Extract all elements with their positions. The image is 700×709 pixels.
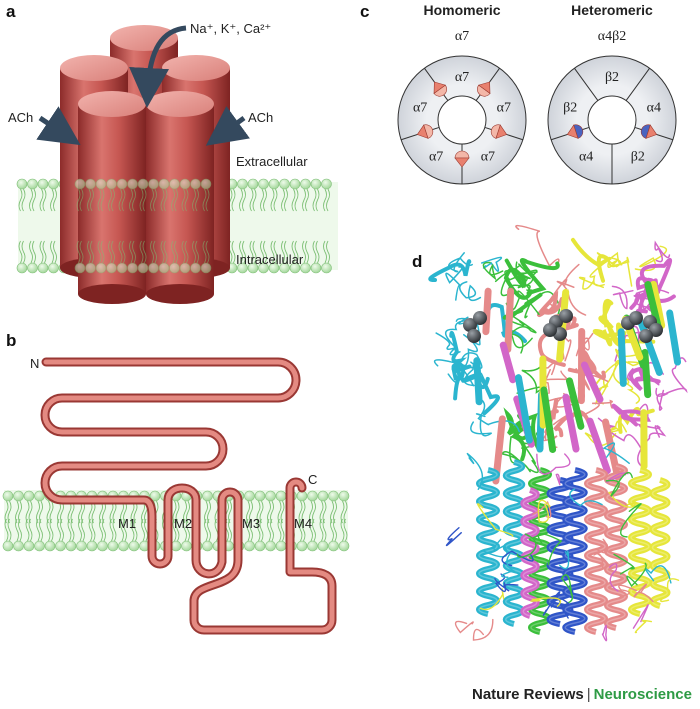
homomeric-title: Homomeric <box>423 2 501 18</box>
lipid-head <box>128 263 138 273</box>
lipid-head <box>96 263 106 273</box>
ligand-atom <box>543 323 557 337</box>
panel-letter-d: d <box>412 252 423 271</box>
heteromeric-disc <box>548 56 676 184</box>
lipid-head <box>238 179 248 189</box>
lipid-head <box>38 263 48 273</box>
subunit-label: α7 <box>496 100 512 116</box>
lipid-head <box>311 179 321 189</box>
lipid-head <box>3 541 13 551</box>
beta-strand <box>486 291 488 332</box>
lipid-head <box>318 491 328 501</box>
lipid-head <box>75 179 85 189</box>
ligand-atom <box>473 311 487 325</box>
lipid-head <box>87 541 97 551</box>
lipid-head <box>201 263 211 273</box>
segment-m4-label: M4 <box>294 516 313 531</box>
ions-label: Na⁺, K⁺, Ca²⁺ <box>190 21 272 36</box>
intracellular-label: Intracellular <box>236 252 304 267</box>
ribbon-strand <box>603 625 607 640</box>
lipid-head <box>322 179 332 189</box>
lipid-head <box>75 263 85 273</box>
ligand-atom <box>467 329 481 343</box>
subunit-label: α7 <box>454 70 470 85</box>
panel-a <box>6 2 338 304</box>
ribbon-strand <box>483 263 502 279</box>
lipid-head <box>107 263 117 273</box>
journal-credit <box>472 686 692 703</box>
lipid-head <box>38 179 48 189</box>
ribbon-strand <box>556 474 560 484</box>
credit-separator: | <box>586 686 591 703</box>
lipid-head <box>280 179 290 189</box>
lipid-head <box>170 179 180 189</box>
panel-d <box>412 226 686 641</box>
lipid-head <box>180 263 190 273</box>
lipid-head <box>3 491 13 501</box>
disc-pore <box>588 96 636 144</box>
subunit-label: α7 <box>412 100 428 116</box>
ribbon-strand <box>456 621 474 632</box>
lipid-head <box>77 541 87 551</box>
lipid-head <box>329 491 339 501</box>
heteromeric-title: Heteromeric <box>571 2 653 18</box>
lipid-head <box>201 179 211 189</box>
lipid-head <box>191 179 201 189</box>
lipid-head <box>24 541 34 551</box>
segment-m3-label: M3 <box>242 516 261 531</box>
lipid-head <box>339 541 349 551</box>
receptor-ribbon-structure <box>430 226 686 641</box>
lipid-head <box>28 179 38 189</box>
lipid-head <box>203 541 213 551</box>
lipid-head <box>117 263 127 273</box>
subunit-label: α4 <box>646 100 662 116</box>
ligand-atom <box>629 311 643 325</box>
lipid-head <box>322 263 332 273</box>
lipid-head <box>138 263 148 273</box>
ribbon-strand <box>502 437 530 472</box>
ribbon-strand <box>612 286 632 308</box>
ribbon-strand <box>656 389 666 411</box>
heteromeric-subtitle: α4β2 <box>597 29 627 44</box>
lipid-head <box>86 179 96 189</box>
lipid-head <box>290 179 300 189</box>
ligand-atom <box>559 309 573 323</box>
lipid-head <box>159 263 169 273</box>
disc-pore <box>438 96 486 144</box>
ligand-atom <box>639 329 653 343</box>
lipid-head <box>149 263 159 273</box>
beta-strand <box>621 332 623 384</box>
lipid-head <box>159 179 169 189</box>
beta-strand <box>503 345 513 380</box>
lipid-head <box>119 541 129 551</box>
lipid-head <box>86 263 96 273</box>
lipid-head <box>14 541 24 551</box>
lipid-head <box>269 179 279 189</box>
lipid-head <box>170 263 180 273</box>
homomeric-subtitle: α7 <box>454 29 470 44</box>
lipid-head <box>259 179 269 189</box>
lipid-head <box>308 491 318 501</box>
beta-strand <box>645 352 648 394</box>
ribbon-strand <box>474 620 493 640</box>
lipid-head <box>182 541 192 551</box>
lipid-head <box>107 179 117 189</box>
lipid-head <box>276 541 286 551</box>
ribbon-strand <box>460 282 481 301</box>
ribbon-strand <box>454 364 464 379</box>
extracellular-label: Extracellular <box>236 154 308 169</box>
journal-section: Neuroscience <box>593 686 692 703</box>
lipid-head <box>149 179 159 189</box>
subunit-label: α7 <box>428 149 444 165</box>
lipid-head <box>339 491 349 501</box>
lipid-head <box>28 263 38 273</box>
lipid-head <box>17 263 27 273</box>
panel-letter-a: a <box>6 2 16 21</box>
lipid-head <box>266 541 276 551</box>
lipid-head <box>56 541 66 551</box>
subunit-label: β2 <box>563 100 578 116</box>
lipid-head <box>308 541 318 551</box>
lipid-head <box>276 491 286 501</box>
lipid-head <box>297 541 307 551</box>
ribbon-strand <box>580 277 604 289</box>
journal-name: Nature Reviews <box>471 686 584 703</box>
panel-c <box>360 2 676 184</box>
lipid-head <box>138 179 148 189</box>
lipid-head <box>266 491 276 501</box>
lipid-head <box>203 491 213 501</box>
lipid-head <box>24 491 34 501</box>
subunit-label: β2 <box>604 70 620 85</box>
lipid-head <box>245 541 255 551</box>
panel-letter-c: c <box>360 2 370 21</box>
subunit-label: α7 <box>480 149 496 165</box>
beta-strand <box>670 313 678 362</box>
lipid-head <box>45 541 55 551</box>
lipid-head <box>108 541 118 551</box>
segment-m1-label: M1 <box>118 516 137 531</box>
lipid-head <box>49 263 59 273</box>
lipid-head <box>318 541 328 551</box>
lipid-head <box>255 541 265 551</box>
lipid-head <box>311 263 321 273</box>
lipid-head <box>96 179 106 189</box>
panel-b <box>3 331 349 630</box>
lipid-head <box>301 179 311 189</box>
ach-label-left: ACh <box>8 110 34 125</box>
lipid-head <box>35 541 45 551</box>
n-terminus-label: N <box>30 356 40 371</box>
subunit-label: α4 <box>578 149 594 165</box>
beta-strand <box>477 361 479 402</box>
lipid-head <box>49 179 59 189</box>
lipid-head <box>180 179 190 189</box>
lipid-head <box>248 179 258 189</box>
lipid-head <box>98 541 108 551</box>
ribbon-strand <box>446 528 461 546</box>
panel-letter-b: b <box>6 331 17 350</box>
segment-m2-label: M2 <box>174 516 193 531</box>
lipid-head <box>66 541 76 551</box>
lipid-head <box>128 179 138 189</box>
ach-label-right: ACh <box>248 110 274 125</box>
lipid-head <box>191 263 201 273</box>
lipid-head <box>117 179 127 189</box>
subunit-label: β2 <box>630 149 645 165</box>
lipid-head <box>329 541 339 551</box>
c-terminus-label: C <box>308 472 318 487</box>
lipid-head <box>14 491 24 501</box>
lipid-head <box>245 491 255 501</box>
lipid-head <box>17 179 27 189</box>
homomeric-disc <box>398 56 526 184</box>
beta-strand <box>508 291 511 349</box>
lipid-head <box>129 541 139 551</box>
lipid-head <box>255 491 265 501</box>
